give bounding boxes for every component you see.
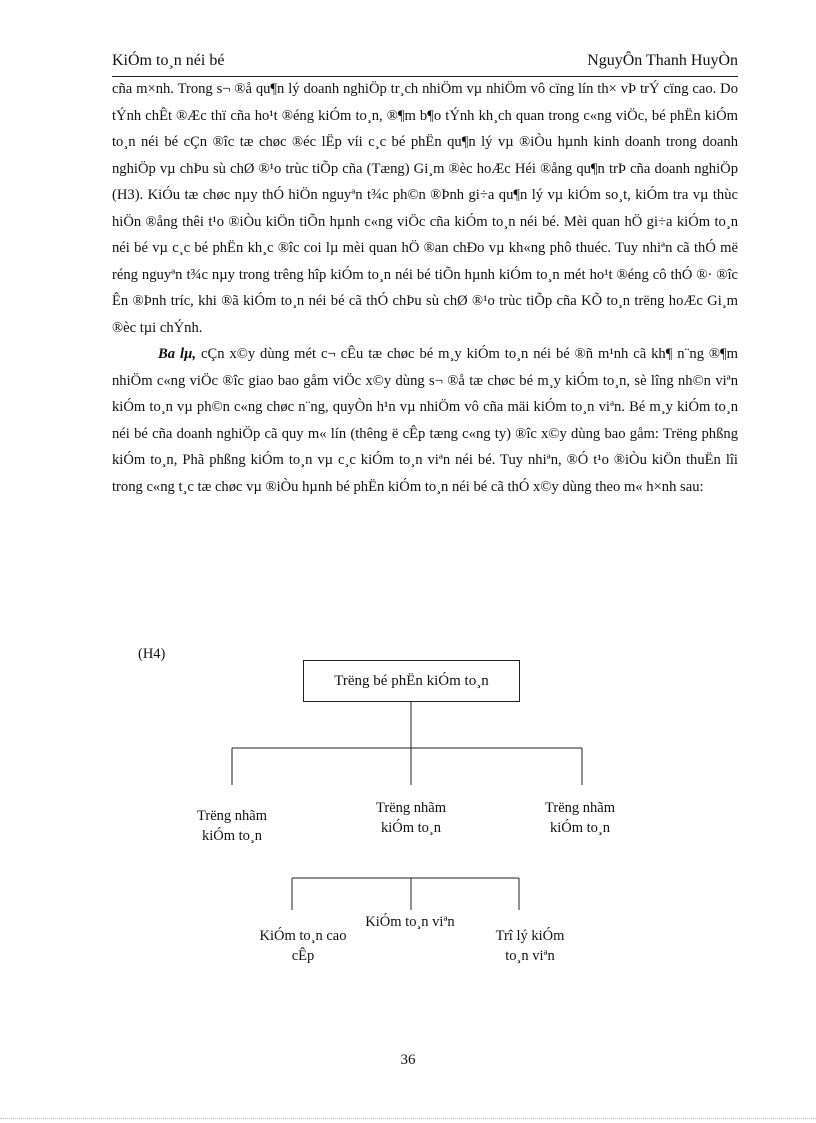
- org-senior-auditor: KiÓm to¸n cao cÊp: [259, 928, 347, 964]
- org-team-lead-1: Trëng nhãm kiÓm to¸n: [197, 808, 267, 844]
- page-number: 36: [400, 1052, 416, 1068]
- paragraph-2-text: cÇn x©y dùng mét c¬ cÊu tæ chøc bé m¸y kiÓm to¸n néi bé ®ñ m¹nh cã kh¶ n¨ng ®¶m nhiÖm c«ng viÖc ®îc giao bao gåm viÖc x©y dùng s¬ ®å tæ chøc bé m¸y kiÓm to¸n, sè lîng nh©n viªn kiÓm to¸n vµ ph©n c«ng chøc n¨ng, quyÒn h¹n vµ nhiÖm vô cña mäi kiÓm to¸n viªn. Bé m¸y kiÓm to¸n néi bé cña doanh nghiÖp cã quy m« lín (thêng ë cÊp tæng c«ng ty) ®îc x©y dùng bao gåm: Trëng phßng kiÓm to¸n, Phã phßng kiÓm to¸n vµ c¸c kiÓm to¸n viªn néi bé. Tuy nhiªn, ®Ó t¹o ®iÒu kiÖn thuËn lîi trong c«ng t¸c tæ chøc vµ ®iÒu hµnh bé phËn kiÓm to¸n néi bé cã thÓ x©y dùng theo m« h×nh sau:: [112, 346, 738, 495]
- org-auditor: KiÓm to¸n viªn: [365, 914, 455, 930]
- paragraph-2-lead: Ba lµ,: [158, 346, 197, 362]
- paragraph-1: cña m×nh. Trong s¬ ®å qu¶n lý doanh nghiÖp tr¸ch nhiÖm vµ nhiÖm vô cïng lín th× vÞ trÝ cïng cao. Do tÝnh chÊt ®Æc thï cña ho¹t ®éng kiÓm to¸n, ®¶m b¶o tÝnh kh¸ch quan trong c«ng viÖc, bé phËn kiÓm to¸n néi bé cÇn ®îc tæ chøc ®éc lËp víi c¸c bé phËn qu¶n lý vµ ®iÒu hµnh kinh doanh trong doanh nghiÖp vµ chÞu sù chØ ®¹o trùc tiÕp cña (Tæng) Gi¸m ®èc hoÆc Héi ®ång qu¶n trÞ cña doanh nghiÖp (H3). KiÓu tæ chøc nµy thÓ hiÖn nguyªn t¾c ph©n ®Þnh gi÷a qu¶n lý vµ kiÓm so¸t, kiÓm tra vµ thùc hiÖn ®ång thêi t¹o ®iÒu kiÖn tiÕn hµnh c«ng viÖc cña kiÓm to¸n néi bé. Mèi quan hÖ gi÷a kiÓm to¸n néi bé vµ c¸c bé phËn kh¸c ®îc coi lµ mèi quan hÖ ®an chÐo vµ kh«ng phô thuéc. Tuy nhiªn cã thÓ më réng nguyªn t¾c nµy trong trêng hîp kiÓm to¸n néi bé tiÕn hµnh kiÓm to¸n mét ho¹t ®éng cô thÓ ®· ®îc Ên ®Þnh tríc, khi ®ã kiÓm to¸n néi bé cã thÓ chÞu sù chØ ®¹o trùc tiÕp cña KÕ to¸n trëng hoÆc Gi¸m ®èc tµi chÝnh.: [112, 81, 738, 336]
- org-team-lead-2: Trëng nhãm kiÓm to¸n: [376, 800, 446, 836]
- diagram-label: (H4): [138, 646, 166, 662]
- page-bottom-divider: [0, 1118, 816, 1119]
- org-assistant-auditor: Trî lý kiÓm to¸n viªn: [495, 928, 565, 964]
- org-root-node: Trëng bé phËn kiÓm to¸n: [303, 660, 520, 702]
- header-author: NguyÔn Thanh HuyÒn: [587, 52, 738, 69]
- org-team-lead-3: Trëng nhãm kiÓm to¸n: [545, 800, 615, 836]
- header-title: KiÓm to¸n néi bé: [112, 52, 225, 69]
